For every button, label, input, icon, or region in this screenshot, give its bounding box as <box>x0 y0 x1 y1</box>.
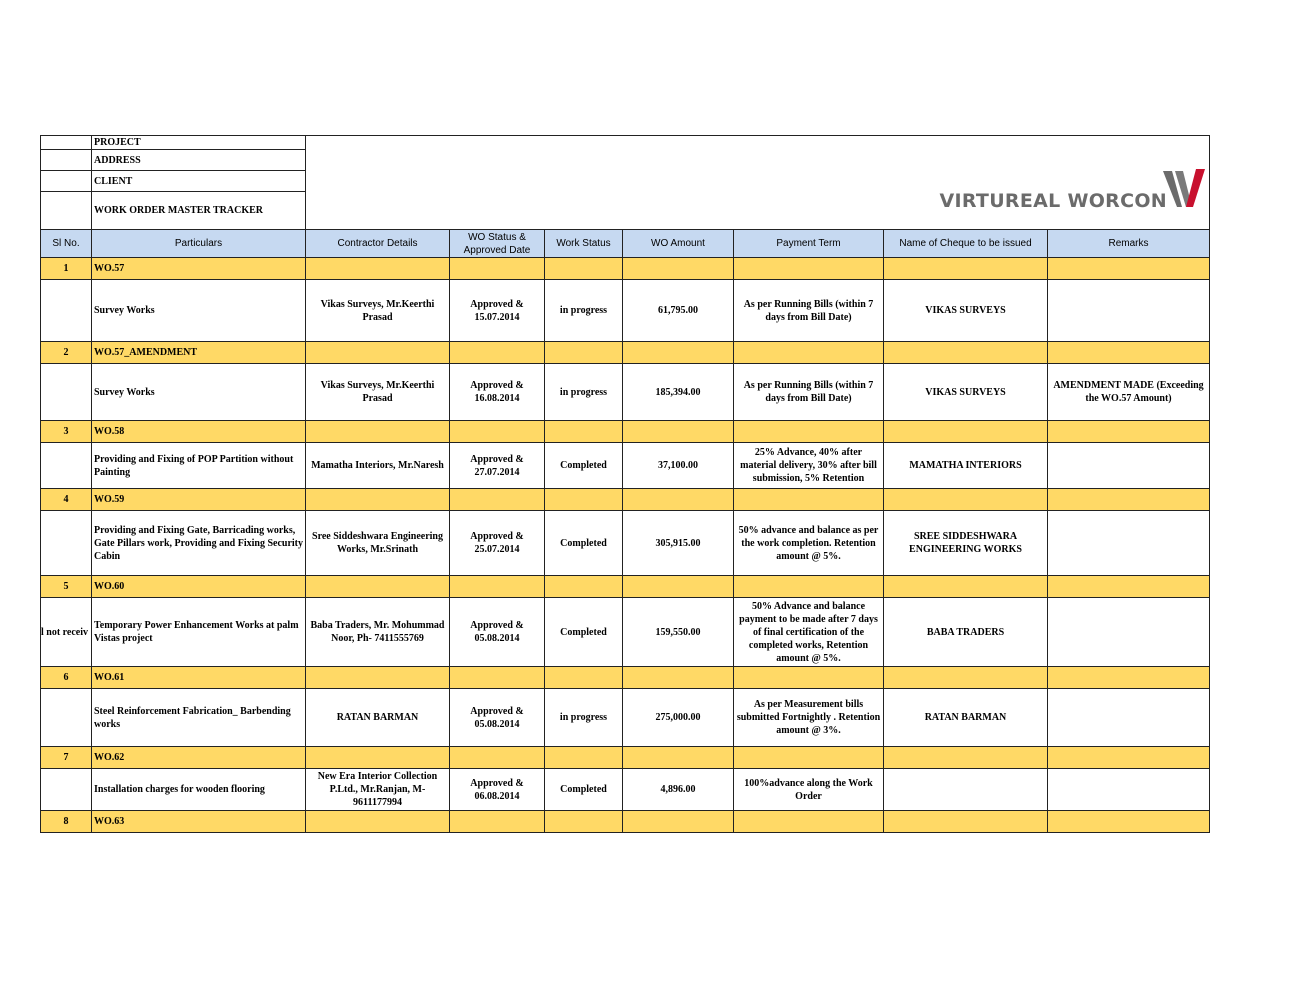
work-status-cell: in progress <box>545 280 623 342</box>
wo-header-blank-cell <box>306 258 450 280</box>
wo-header-blank-cell <box>884 342 1048 364</box>
wo-header-blank-cell <box>734 667 884 689</box>
wo-status-cell: Approved & 27.07.2014 <box>450 443 545 489</box>
work-order-header-row <box>41 747 1210 769</box>
cheque-name-cell: VIKAS SURVEYS <box>884 364 1048 421</box>
particulars-cell: Survey Works <box>92 364 306 421</box>
company-logo <box>939 169 1205 211</box>
particulars-cell: Survey Works <box>92 280 306 342</box>
wo-code: WO.62 <box>92 747 306 769</box>
wo-header-blank-cell <box>884 421 1048 443</box>
address-label: ADDRESS <box>92 150 306 171</box>
wo-header-blank-cell <box>306 342 450 364</box>
logo-w-mark-icon <box>1163 169 1205 211</box>
wo-number: 8 <box>41 811 92 833</box>
particulars-cell: Installation charges for wooden flooring <box>92 769 306 811</box>
work-status-cell: Completed <box>545 443 623 489</box>
logo-area <box>306 136 1210 230</box>
wo-status-cell: Approved & 15.07.2014 <box>450 280 545 342</box>
wo-header-blank-cell <box>623 747 734 769</box>
contractor-cell: Sree Siddeshwara Engineering Works, Mr.Srinath <box>306 511 450 576</box>
contractor-cell: Vikas Surveys, Mr.Keerthi Prasad <box>306 280 450 342</box>
wo-header-blank-cell <box>450 489 545 511</box>
cheque-name-cell: VIKAS SURVEYS <box>884 280 1048 342</box>
remarks-cell <box>1048 280 1210 342</box>
wo-header-blank-cell <box>545 258 623 280</box>
work-order-header-row <box>41 258 1210 280</box>
wo-number: 4 <box>41 489 92 511</box>
wo-header-blank-cell <box>623 489 734 511</box>
work-status-cell: Completed <box>545 511 623 576</box>
work-order-detail-row <box>41 769 1210 811</box>
blank-cell <box>41 192 92 230</box>
payment-term-cell: 50% advance and balance as per the work completion. Retention amount @ 5%. <box>734 511 884 576</box>
contractor-cell: Baba Traders, Mr. Mohummad Noor, Ph- 7411555769 <box>306 598 450 667</box>
remarks-cell <box>1048 443 1210 489</box>
wo-code: WO.63 <box>92 811 306 833</box>
wo-number: 6 <box>41 667 92 689</box>
work-order-detail-row <box>41 689 1210 747</box>
remarks-cell <box>1048 511 1210 576</box>
wo-header-blank-cell <box>734 421 884 443</box>
wo-header-blank-cell <box>1048 489 1210 511</box>
wo-code: WO.60 <box>92 576 306 598</box>
contractor-cell: RATAN BARMAN <box>306 689 450 747</box>
wo-header-blank-cell <box>1048 811 1210 833</box>
col-wo-status-line1: WO Status & <box>468 231 526 243</box>
col-cheque-name: Name of Cheque to be issued <box>884 230 1048 258</box>
wo-number: 7 <box>41 747 92 769</box>
wo-header-blank-cell <box>1048 667 1210 689</box>
orders-body <box>41 258 1210 833</box>
wo-header-blank-cell <box>306 667 450 689</box>
wo-header-blank-cell <box>450 667 545 689</box>
particulars-cell: Steel Reinforcement Fabrication_ Barbending works <box>92 689 306 747</box>
wo-header-blank-cell <box>884 667 1048 689</box>
cheque-name-cell: MAMATHA INTERIORS <box>884 443 1048 489</box>
wo-number: 2 <box>41 342 92 364</box>
si-note <box>41 364 92 421</box>
wo-number: 5 <box>41 576 92 598</box>
wo-header-blank-cell <box>450 811 545 833</box>
wo-status-cell: Approved & 05.08.2014 <box>450 598 545 667</box>
remarks-cell <box>1048 769 1210 811</box>
payment-term-cell: 100%advance along the Work Order <box>734 769 884 811</box>
wo-header-blank-cell <box>450 258 545 280</box>
wo-header-blank-cell <box>1048 576 1210 598</box>
wo-status-cell: Approved & 05.08.2014 <box>450 689 545 747</box>
work-order-header-row <box>41 489 1210 511</box>
wo-header-blank-cell <box>545 811 623 833</box>
client-label: CLIENT <box>92 171 306 192</box>
col-payment-term: Payment Term <box>734 230 884 258</box>
blank-cell <box>41 150 92 171</box>
work-order-header-row <box>41 667 1210 689</box>
wo-header-blank-cell <box>734 576 884 598</box>
wo-header-blank-cell <box>623 576 734 598</box>
work-order-detail-row <box>41 598 1210 667</box>
col-wo-status <box>450 230 545 258</box>
col-particulars: Particulars <box>92 230 306 258</box>
wo-header-blank-cell <box>450 342 545 364</box>
project-label: PROJECT <box>92 136 306 150</box>
col-wo-status-line2: Approved Date <box>463 244 531 256</box>
wo-header-blank-cell <box>306 489 450 511</box>
wo-header-blank-cell <box>1048 342 1210 364</box>
particulars-cell: Providing and Fixing of POP Partition without Painting <box>92 443 306 489</box>
wo-header-blank-cell <box>545 489 623 511</box>
wo-code: WO.59 <box>92 489 306 511</box>
wo-amount-cell: 37,100.00 <box>623 443 734 489</box>
wo-code: WO.61 <box>92 667 306 689</box>
work-order-detail-row <box>41 511 1210 576</box>
work-order-tracker-table <box>40 135 1210 833</box>
wo-header-blank-cell <box>734 489 884 511</box>
blank-cell <box>41 136 92 150</box>
contractor-cell: New Era Interior Collection P.Ltd., Mr.Ranjan, M-9611177994 <box>306 769 450 811</box>
contractor-cell: Mamatha Interiors, Mr.Naresh <box>306 443 450 489</box>
si-note <box>41 280 92 342</box>
wo-code: WO.58 <box>92 421 306 443</box>
column-header-row <box>41 230 1210 258</box>
wo-amount-cell: 185,394.00 <box>623 364 734 421</box>
wo-header-blank-cell <box>1048 421 1210 443</box>
wo-amount-cell: 305,915.00 <box>623 511 734 576</box>
col-remarks: Remarks <box>1048 230 1210 258</box>
wo-header-blank-cell <box>450 747 545 769</box>
wo-header-blank-cell <box>734 342 884 364</box>
work-status-cell: Completed <box>545 769 623 811</box>
particulars-cell: Temporary Power Enhancement Works at palm Vistas project <box>92 598 306 667</box>
work-status-cell: in progress <box>545 364 623 421</box>
work-order-detail-row <box>41 364 1210 421</box>
wo-header-blank-cell <box>450 576 545 598</box>
remarks-cell: AMENDMENT MADE (Exceeding the WO.57 Amount) <box>1048 364 1210 421</box>
wo-header-blank-cell <box>623 667 734 689</box>
col-si-no: Sl No. <box>41 230 92 258</box>
work-status-cell: in progress <box>545 689 623 747</box>
wo-number: 3 <box>41 421 92 443</box>
cheque-name-cell: SREE SIDDESHWARA ENGINEERING WORKS <box>884 511 1048 576</box>
si-note <box>41 689 92 747</box>
wo-header-blank-cell <box>734 747 884 769</box>
si-note <box>41 511 92 576</box>
wo-header-blank-cell <box>306 576 450 598</box>
work-order-detail-row <box>41 443 1210 489</box>
wo-header-blank-cell <box>545 667 623 689</box>
wo-header-blank-cell <box>884 258 1048 280</box>
contractor-cell: Vikas Surveys, Mr.Keerthi Prasad <box>306 364 450 421</box>
wo-header-blank-cell <box>306 811 450 833</box>
tracker-title: WORK ORDER MASTER TRACKER <box>92 192 306 230</box>
payment-term-cell: 50% Advance and balance payment to be made after 7 days of final certification of the completed works, Retention amount @ 5%. <box>734 598 884 667</box>
wo-header-blank-cell <box>623 811 734 833</box>
si-note: l not receiv <box>41 598 92 667</box>
work-order-header-row <box>41 421 1210 443</box>
work-order-detail-row <box>41 280 1210 342</box>
si-note <box>41 443 92 489</box>
wo-header-blank-cell <box>545 342 623 364</box>
wo-status-cell: Approved & 16.08.2014 <box>450 364 545 421</box>
cheque-name-cell <box>884 769 1048 811</box>
work-order-header-row <box>41 576 1210 598</box>
col-wo-amount: WO Amount <box>623 230 734 258</box>
wo-code: WO.57_AMENDMENT <box>92 342 306 364</box>
wo-header-blank-cell <box>623 342 734 364</box>
logo-text: VIRTUREAL WORCON <box>939 190 1167 212</box>
cheque-name-cell: RATAN BARMAN <box>884 689 1048 747</box>
col-contractor: Contractor Details <box>306 230 450 258</box>
wo-header-blank-cell <box>306 747 450 769</box>
work-status-cell: Completed <box>545 598 623 667</box>
remarks-cell <box>1048 598 1210 667</box>
wo-header-blank-cell <box>734 811 884 833</box>
wo-amount-cell: 159,550.00 <box>623 598 734 667</box>
wo-header-blank-cell <box>884 576 1048 598</box>
si-note <box>41 769 92 811</box>
wo-status-cell: Approved & 25.07.2014 <box>450 511 545 576</box>
wo-amount-cell: 4,896.00 <box>623 769 734 811</box>
work-order-header-row <box>41 342 1210 364</box>
work-order-header-row <box>41 811 1210 833</box>
remarks-cell <box>1048 689 1210 747</box>
wo-header-blank-cell <box>545 576 623 598</box>
payment-term-cell: As per Measurement bills submitted Fortnightly . Retention amount @ 3%. <box>734 689 884 747</box>
wo-header-blank-cell <box>884 747 1048 769</box>
col-work-status: Work Status <box>545 230 623 258</box>
wo-header-blank-cell <box>545 421 623 443</box>
payment-term-cell: As per Running Bills (within 7 days from Bill Date) <box>734 364 884 421</box>
wo-amount-cell: 61,795.00 <box>623 280 734 342</box>
wo-header-blank-cell <box>884 811 1048 833</box>
wo-header-blank-cell <box>450 421 545 443</box>
payment-term-cell: As per Running Bills (within 7 days from Bill Date) <box>734 280 884 342</box>
wo-header-blank-cell <box>734 258 884 280</box>
wo-code: WO.57 <box>92 258 306 280</box>
wo-header-blank-cell <box>545 747 623 769</box>
wo-header-blank-cell <box>306 421 450 443</box>
blank-cell <box>41 171 92 192</box>
wo-header-blank-cell <box>623 421 734 443</box>
wo-number: 1 <box>41 258 92 280</box>
particulars-cell: Providing and Fixing Gate, Barricading works, Gate Pillars work, Providing and Fixing Security Cabin <box>92 511 306 576</box>
wo-header-blank-cell <box>623 258 734 280</box>
wo-status-cell: Approved & 06.08.2014 <box>450 769 545 811</box>
wo-header-blank-cell <box>1048 258 1210 280</box>
wo-header-blank-cell <box>1048 747 1210 769</box>
cheque-name-cell: BABA TRADERS <box>884 598 1048 667</box>
wo-amount-cell: 275,000.00 <box>623 689 734 747</box>
payment-term-cell: 25% Advance, 40% after material delivery, 30% after bill submission, 5% Retention <box>734 443 884 489</box>
wo-header-blank-cell <box>884 489 1048 511</box>
